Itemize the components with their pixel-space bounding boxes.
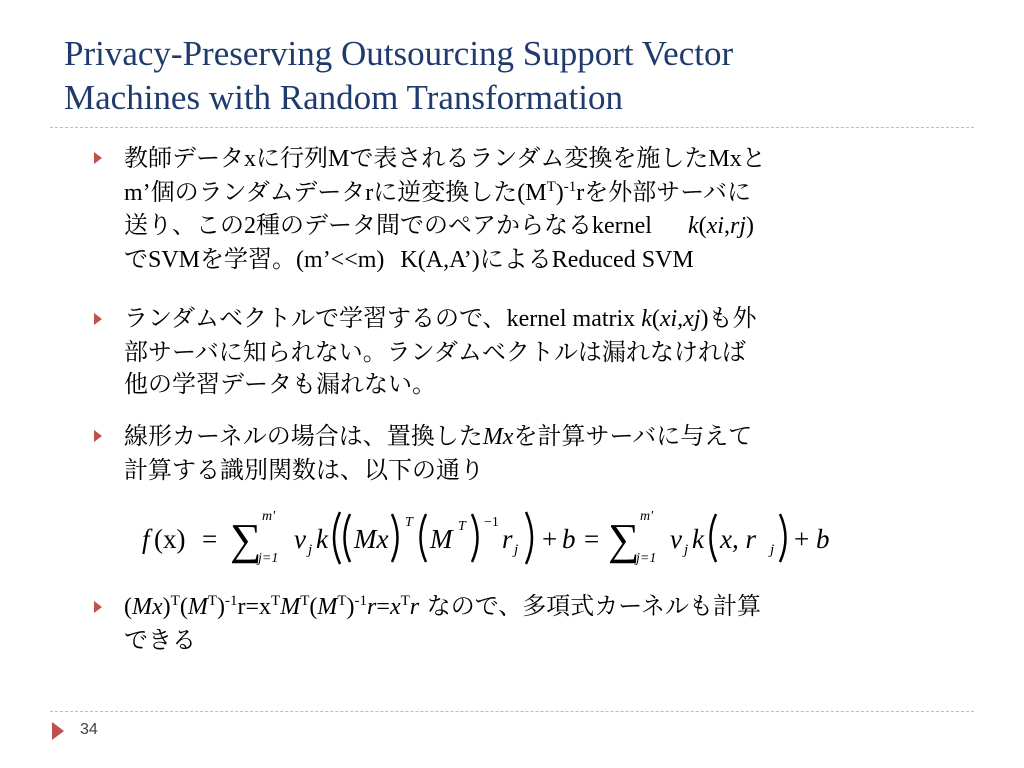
- superscript: T: [271, 593, 281, 609]
- footer-divider: [50, 711, 974, 712]
- eq-x-arg: (x): [154, 524, 186, 554]
- superscript: T: [207, 593, 217, 609]
- text: 教師データ: [124, 144, 244, 172]
- eq-plus-2: +: [794, 524, 810, 554]
- text: を計算サーバに与えて: [513, 422, 753, 450]
- sum-icon: ∑: [608, 515, 640, 564]
- text: r: [367, 594, 377, 620]
- text: K(A,A’): [400, 246, 480, 273]
- bullet-1-line-3: [124, 209, 969, 243]
- bullet-2-line-3: 他の学習データも漏れない。: [124, 370, 436, 398]
- superscript: -1: [225, 593, 238, 609]
- text: (: [309, 594, 318, 620]
- bullet-4: [124, 590, 969, 656]
- triangle-bullet-icon: [94, 152, 102, 164]
- eq-v-1: v: [294, 524, 306, 554]
- text: ランダムベクトルで学習するので、: [124, 304, 507, 332]
- eq-b-1: b: [562, 524, 576, 554]
- text: も外: [708, 304, 757, 332]
- superscript: -1: [563, 178, 577, 195]
- title-divider: [50, 127, 974, 128]
- text: Mx: [132, 594, 163, 620]
- text: M: [328, 146, 350, 172]
- text: kernel matrix: [506, 306, 642, 332]
- text: x: [389, 594, 401, 620]
- paren-right-icon: [526, 512, 532, 564]
- text: を学習。: [200, 244, 297, 273]
- triangle-bullet-icon: [94, 430, 102, 442]
- eq-sum-upper-1: m': [262, 509, 276, 524]
- text: ): [162, 594, 171, 620]
- text: r: [409, 594, 420, 620]
- superscript: T: [170, 593, 180, 609]
- text: ,: [723, 213, 730, 239]
- paren-left-icon: [421, 514, 427, 562]
- text: M: [317, 594, 338, 620]
- triangle-bullet-icon: [94, 601, 102, 613]
- eq-equals-2: =: [584, 524, 600, 554]
- text: (: [698, 213, 707, 239]
- text: kernel: [592, 213, 652, 239]
- page-number: 34: [80, 721, 98, 738]
- text: x: [244, 146, 256, 172]
- footer-arrow-icon: [52, 722, 64, 740]
- bullet-1-line-1: [124, 142, 969, 176]
- eq-v-sub-1: j: [308, 542, 313, 558]
- text: r=x: [237, 594, 272, 620]
- text: m’: [124, 179, 151, 206]
- eq-sum-upper-2: m': [640, 509, 654, 524]
- text: Reduced SVM: [551, 246, 694, 273]
- bullet-2-line-1: [124, 302, 969, 336]
- superscript: T: [337, 593, 347, 609]
- eq-r-sub-2: j: [770, 542, 775, 558]
- superscript: -1: [354, 593, 368, 609]
- text: ): [555, 179, 564, 206]
- eq-k-2: k: [692, 524, 704, 554]
- text: M: [280, 594, 301, 620]
- eq-sum-lower-2: j=1: [636, 551, 657, 566]
- slide-title-line1: Privacy-Preserving Outsourcing Support Vector: [64, 34, 734, 73]
- text: 種のデータ間でのペアからなる: [256, 211, 592, 239]
- paren-left-icon: [334, 512, 340, 564]
- text: (: [179, 594, 188, 620]
- eq-transpose-2: T: [458, 519, 466, 534]
- triangle-bullet-icon: [94, 313, 102, 325]
- text: に行列: [256, 144, 328, 172]
- eq-x-r: x, r: [720, 524, 756, 554]
- eq-r-sub-1: j: [514, 542, 519, 558]
- text: M: [187, 594, 208, 620]
- eq-sum-lower-1: j=1: [258, 551, 279, 566]
- bullet-4-line-1: [124, 590, 969, 624]
- superscript: T: [300, 593, 310, 609]
- text: xi: [706, 213, 724, 239]
- paren-left-icon: [345, 514, 351, 562]
- text: ): [700, 306, 709, 332]
- sum-icon: ∑: [230, 515, 262, 564]
- text: (: [651, 306, 660, 332]
- bullet-3: [124, 420, 969, 486]
- slide-title-line2: Machines with Random Transformation: [64, 78, 623, 117]
- text: (m’<<m): [296, 246, 385, 273]
- text: なので、多項式カーネルも計算: [419, 592, 762, 620]
- slide-title: [64, 32, 964, 120]
- decision-function-equation: [134, 506, 834, 566]
- bullet-1-line-2: [124, 176, 969, 210]
- text: k: [641, 306, 652, 332]
- bullet-2: [124, 302, 969, 401]
- text: ): [745, 213, 754, 239]
- eq-M: M: [430, 524, 453, 554]
- eq-b-2: b: [816, 524, 830, 554]
- bullet-1: [124, 142, 969, 276]
- paren-right-icon: [780, 514, 786, 562]
- text: Mx: [482, 424, 514, 450]
- eq-v-2: v: [670, 524, 682, 554]
- eq-plus-1: +: [542, 524, 558, 554]
- text: を外部サーバに: [584, 177, 752, 206]
- text: r: [365, 179, 374, 206]
- paren-right-icon: [392, 514, 398, 562]
- text: xi,xj: [659, 306, 701, 332]
- text: (: [124, 594, 132, 620]
- text: rj: [729, 213, 746, 239]
- text: ): [217, 594, 225, 620]
- text: k: [687, 213, 699, 239]
- bullet-4-line-2: できる: [124, 625, 196, 654]
- text: と: [741, 144, 766, 172]
- paren-left-icon: [711, 514, 717, 562]
- text: Mx: [708, 146, 742, 172]
- text: で表されるランダム変換を施した: [349, 144, 709, 172]
- text: に逆変換した: [373, 177, 518, 206]
- text: (M: [517, 179, 547, 206]
- bullet-3-line-1: [124, 420, 969, 454]
- text: 個のランダムデータ: [150, 177, 366, 206]
- superscript: T: [400, 593, 410, 609]
- eq-inverse: −1: [484, 515, 499, 530]
- text: =: [376, 594, 390, 620]
- eq-v-sub-2: j: [684, 542, 689, 558]
- eq-k-1: k: [316, 524, 328, 554]
- text: r: [576, 179, 585, 206]
- text: で: [124, 244, 148, 273]
- text: ): [346, 594, 355, 620]
- eq-Mx: Mx: [354, 524, 389, 554]
- eq-f: f: [142, 524, 150, 554]
- bullet-1-line-4: [124, 243, 969, 277]
- eq-equals-1: =: [202, 524, 218, 554]
- superscript: T: [546, 178, 556, 195]
- eq-transpose-1: T: [405, 515, 413, 530]
- eq-r-1: r: [502, 524, 513, 554]
- text: 線形カーネルの場合は、置換した: [124, 422, 483, 450]
- text: 2: [244, 213, 256, 239]
- text: による: [479, 244, 552, 273]
- text: 送り、この: [124, 211, 244, 239]
- bullet-3-line-2: 計算する識別関数は、以下の通り: [124, 455, 484, 484]
- paren-right-icon: [472, 514, 478, 562]
- bullet-2-line-2: 部サーバに知られない。ランダムベクトルは漏れなければ: [124, 337, 746, 366]
- text: SVM: [148, 246, 201, 273]
